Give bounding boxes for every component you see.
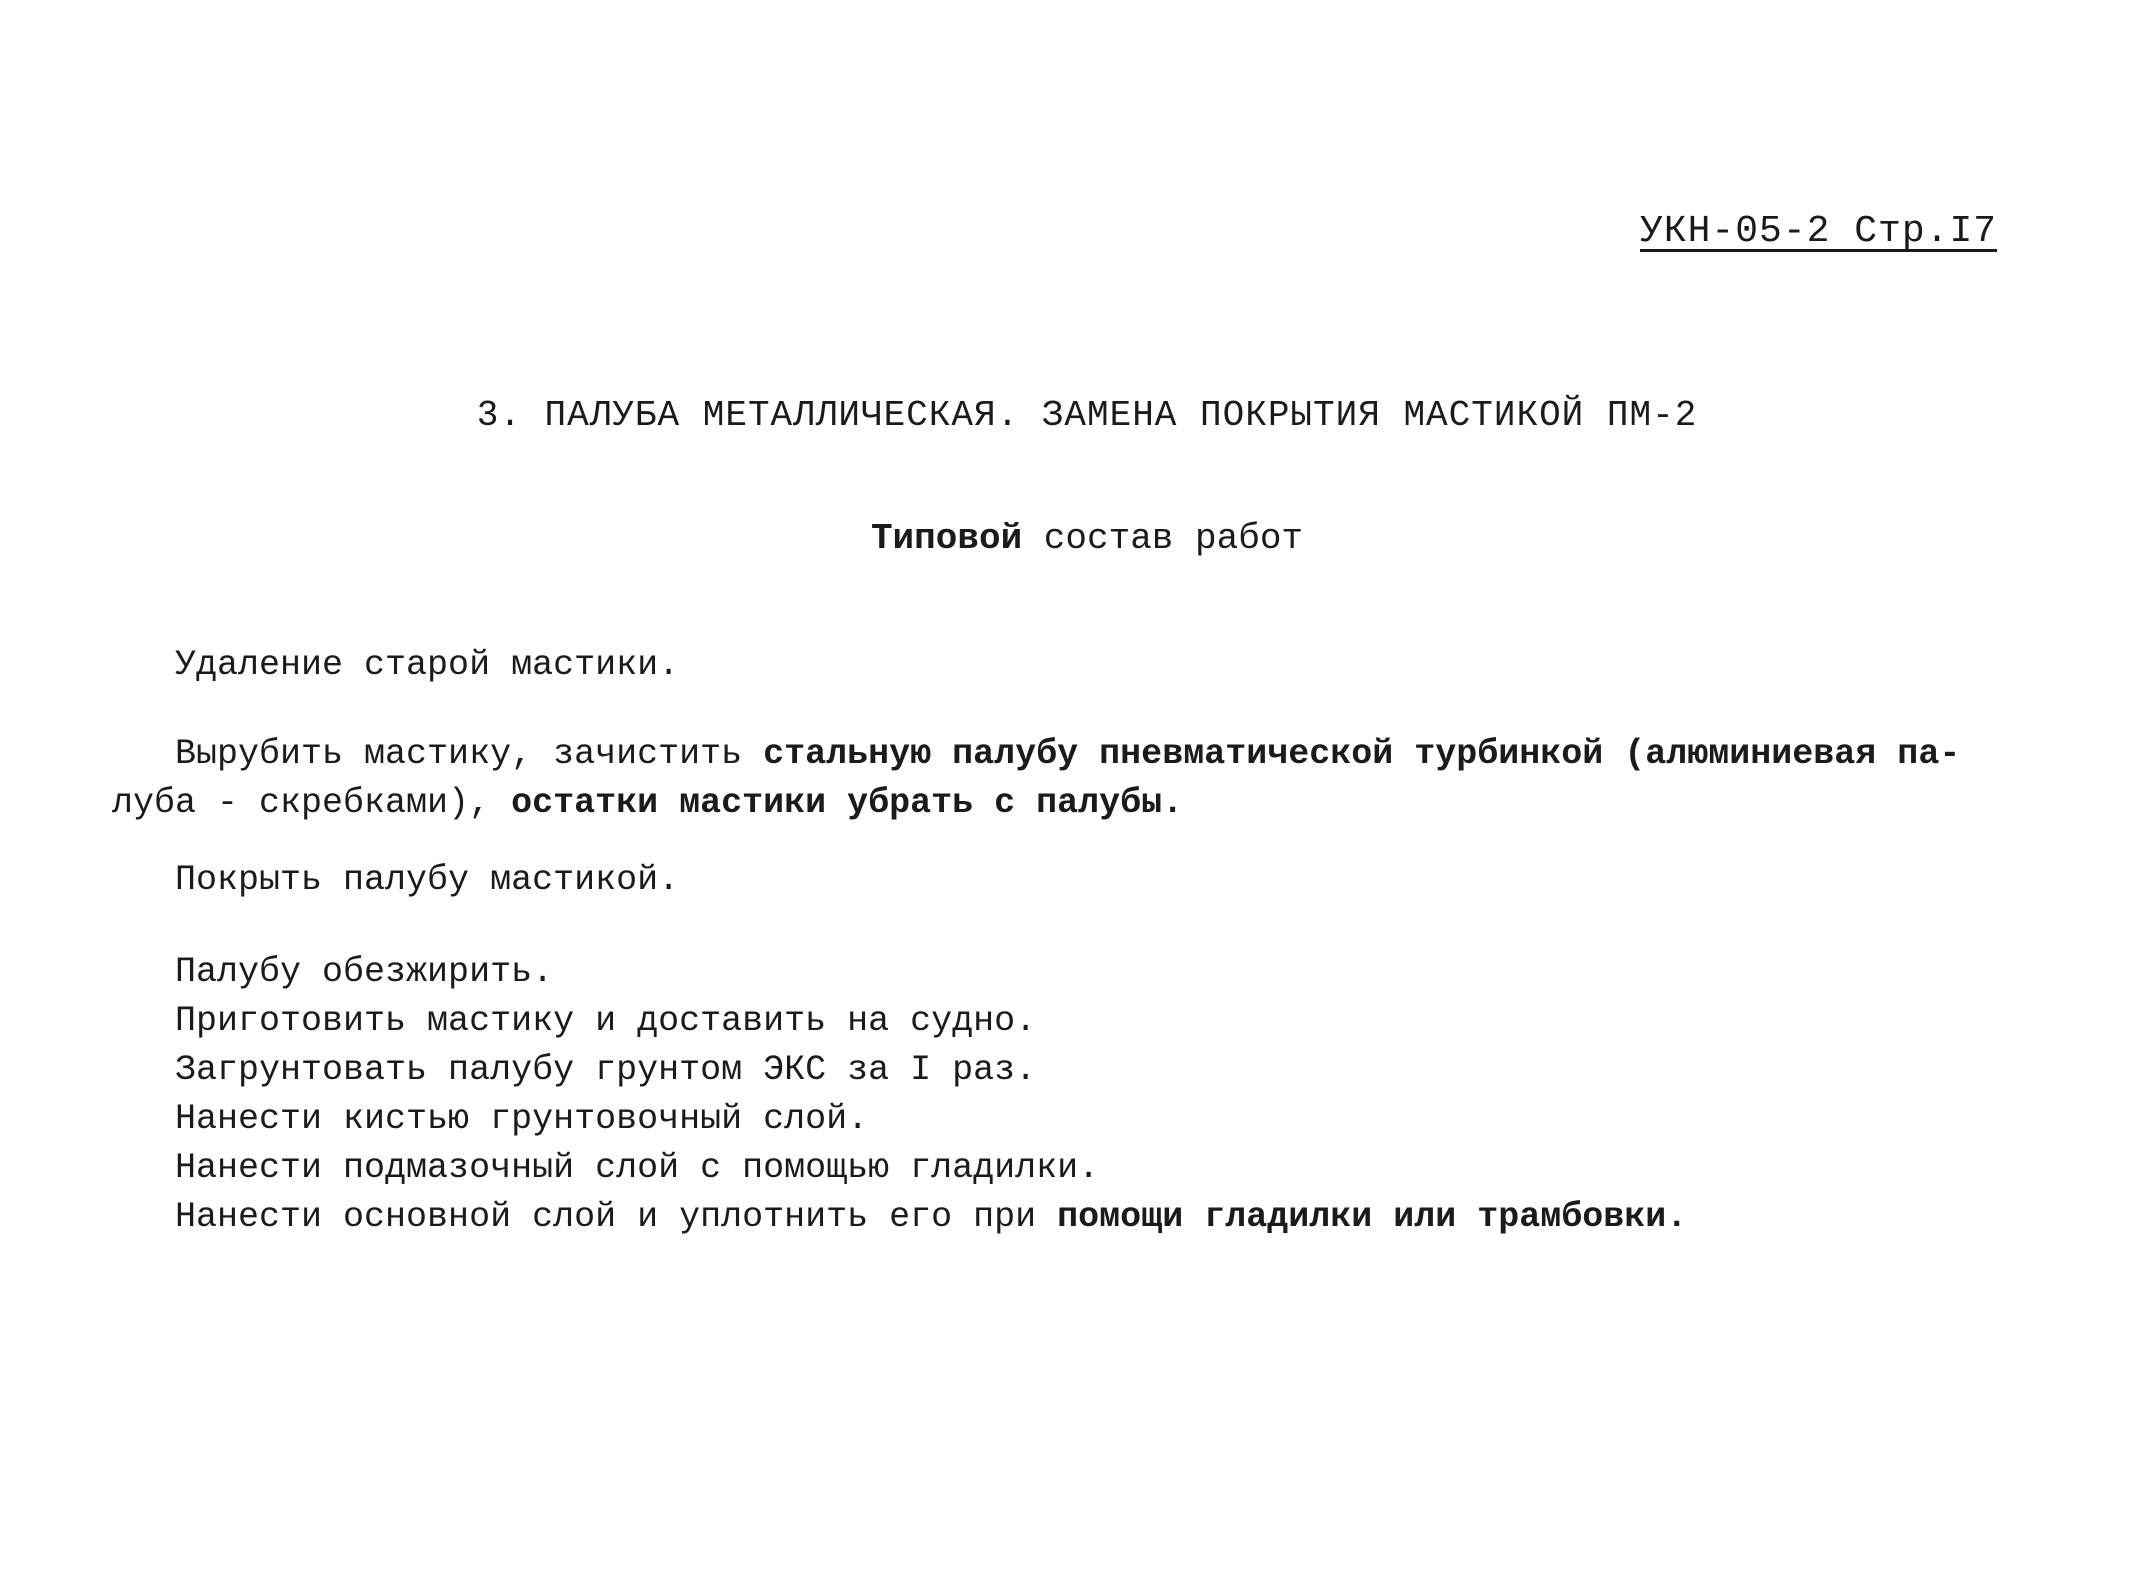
removal-line2-bold: остатки мастики убрать с палубы.: [511, 783, 1184, 823]
removal-line1-start: Вырубить мастику, зачистить: [175, 734, 764, 774]
cover-heading: [112, 856, 1942, 905]
step-text: Нанести подмазочный слой с помощью гладилки.: [175, 1148, 1100, 1188]
removal-line2-start: луба - скребками),: [112, 783, 512, 823]
step-item: [112, 1193, 1942, 1242]
step-text: Приготовить мастику и доставить на судно.: [175, 1001, 1037, 1041]
subtitle-rest: состав работ: [1022, 518, 1304, 559]
section-subtitle: [0, 518, 2154, 559]
step-text-start: Нанести основной слой и уплотнить его при: [175, 1197, 1058, 1237]
step-item: [112, 948, 1942, 997]
step-item: [112, 997, 1942, 1046]
step-text: Палубу обезжирить.: [175, 952, 554, 992]
subtitle-bold-word: Типовой: [870, 518, 1023, 559]
removal-heading-text: Удаление старой мастики.: [175, 645, 680, 685]
removal-line1-bold: стальную палубу пневматической турбинкой (алюминиевая па-: [763, 734, 1961, 774]
cover-heading-text: Покрыть палубу мастикой.: [175, 860, 680, 900]
removal-paragraph-line-2: [112, 779, 1942, 828]
document-reference: УКН-05-2 Стр.I7: [1640, 210, 1998, 253]
removal-heading: [112, 641, 1942, 690]
step-item: [112, 1095, 1942, 1144]
section-title: 3. ПАЛУБА МЕТАЛЛИЧЕСКАЯ. ЗАМЕНА ПОКРЫТИЯ МАСТИКОЙ ПМ-2: [476, 395, 1698, 436]
step-item: [112, 1144, 1942, 1193]
step-list: [112, 948, 1942, 1242]
removal-paragraph-line-1: [112, 730, 1961, 779]
step-text: Нанести кистью грунтовочный слой.: [175, 1099, 869, 1139]
step-text: Загрунтовать палубу грунтом ЭКС за I раз.: [175, 1050, 1037, 1090]
step-text-bold: помощи гладилки или трамбовки.: [1057, 1197, 1688, 1237]
step-item: [112, 1046, 1942, 1095]
